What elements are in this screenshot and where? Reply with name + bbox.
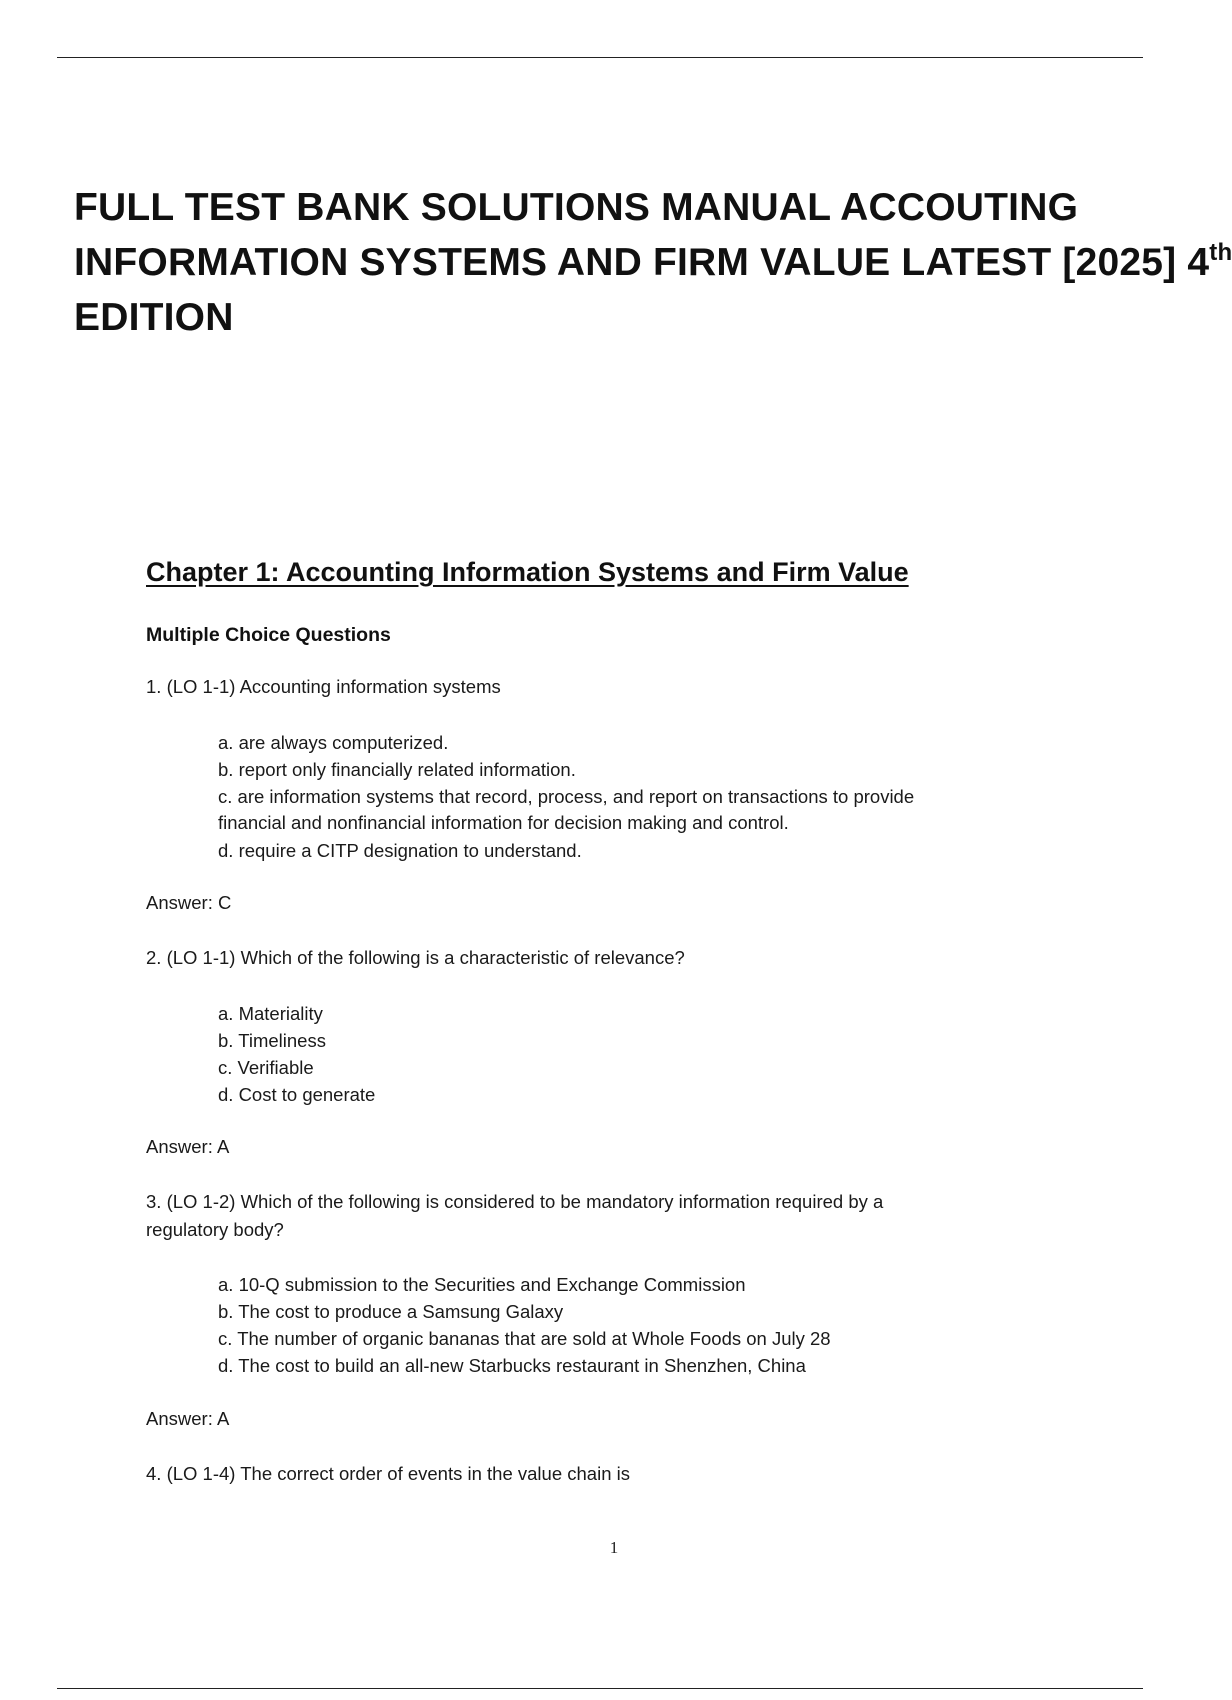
question-1-option-c: c. are information systems that record, process, and report on transactions to provide [218,786,915,807]
question-2-option-c: c. Verifiable [218,1057,314,1078]
question-2-stem: 2. (LO 1-1) Which of the following is a characteristic of relevance? [146,947,685,968]
title-line-1: FULL TEST BANK SOLUTIONS MANUAL ACCOUTING [74,186,1079,229]
question-3-option-d: d. The cost to build an all-new Starbucks restaurant in Shenzhen, China [218,1355,806,1376]
document-title [74,180,1232,345]
title-line-2-text: INFORMATION SYSTEMS AND FIRM VALUE LATEST [2025] 4 [74,241,1210,284]
question-2-option-d: d. Cost to generate [218,1084,376,1105]
bottom-rule [57,1688,1143,1689]
question-3-option-a: a. 10-Q submission to the Securities and Exchange Commission [218,1274,746,1295]
question-2-answer: Answer: A [146,1136,230,1157]
title-superscript: th [1209,239,1232,266]
section-heading: Multiple Choice Questions [146,624,391,646]
question-2-option-b: b. Timeliness [218,1030,326,1051]
question-1-option-c-cont: financial and nonfinancial information for decision making and control. [218,812,789,833]
title-line-3: EDITION [74,296,234,339]
question-1-stem: 1. (LO 1-1) Accounting information systems [146,676,501,697]
title-line-2 [74,235,1232,290]
page-number: 1 [609,1538,619,1557]
question-3-option-c: c. The number of organic bananas that are sold at Whole Foods on July 28 [218,1328,831,1349]
top-rule [57,57,1143,58]
question-3-answer: Answer: A [146,1408,230,1429]
question-1-option-a: a. are always computerized. [218,732,449,753]
question-3-stem: 3. (LO 1-2) Which of the following is considered to be mandatory information required by a [146,1191,884,1212]
question-1-option-b: b. report only financially related information. [218,759,576,780]
question-1-option-d: d. require a CITP designation to understand. [218,840,582,861]
question-1-answer: Answer: C [146,892,232,913]
chapter-title: Chapter 1: Accounting Information Systems and Firm Value [146,557,909,587]
question-3-stem-cont: regulatory body? [146,1219,284,1240]
question-3-option-b: b. The cost to produce a Samsung Galaxy [218,1301,564,1322]
question-4-stem: 4. (LO 1-4) The correct order of events in the value chain is [146,1463,630,1484]
question-2-option-a: a. Materiality [218,1003,323,1024]
